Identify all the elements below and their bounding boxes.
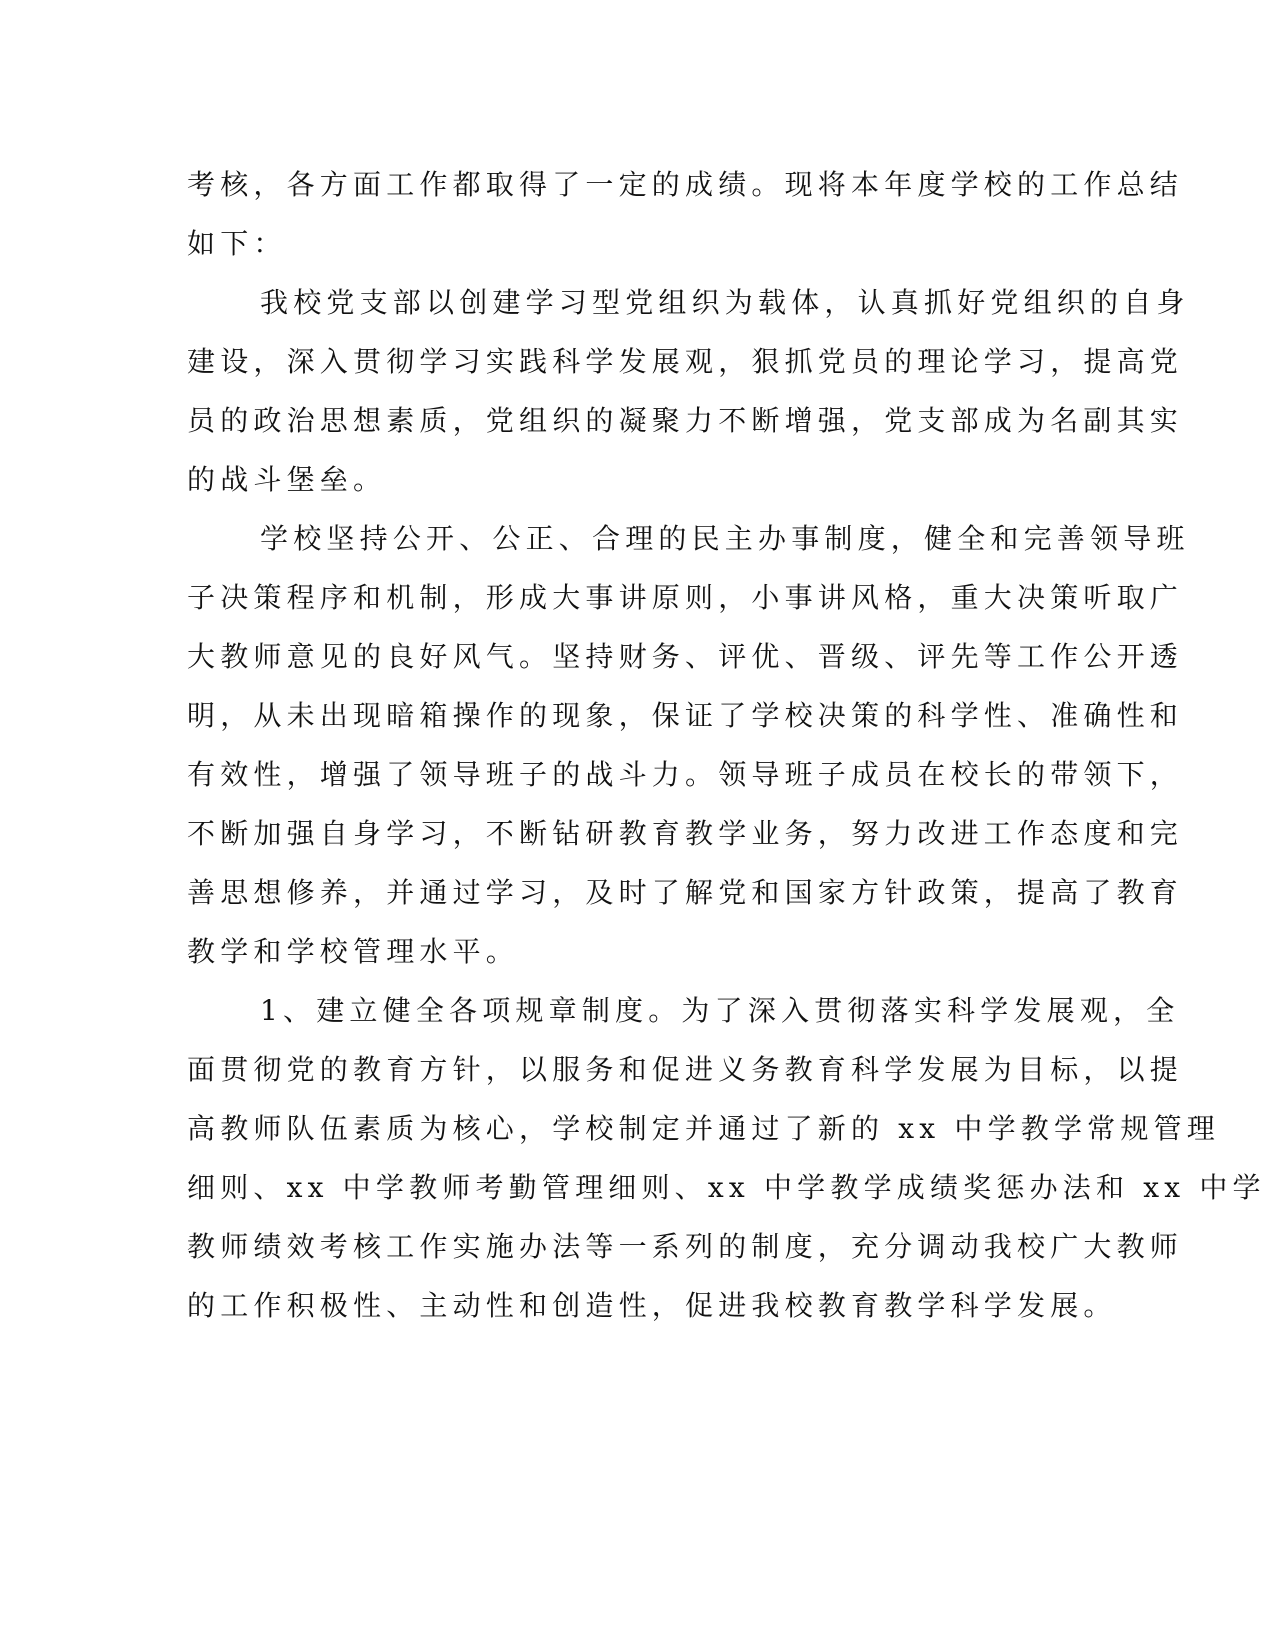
text-line: 细则、xx 中学教师考勤管理细则、xx 中学教学成绩奖惩办法和 xx 中学 (187, 1171, 1266, 1204)
text-line: 我校党支部以创建学习型党组织为载体，认真抓好党组织的自身 (260, 286, 1190, 319)
text-line: 教师绩效考核工作实施办法等一系列的制度，充分调动我校广大教师 (187, 1230, 1184, 1263)
text-line: 有效性，增强了领导班子的战斗力。领导班子成员在校长的带领下， (187, 758, 1184, 791)
text-line: 善思想修养，并通过学习，及时了解党和国家方针政策，提高了教育 (187, 876, 1184, 909)
text-line: 建设，深入贯彻学习实践科学发展观，狠抓党员的理论学习，提高党 (187, 345, 1184, 378)
text-line: 员的政治思想素质，党组织的凝聚力不断增强，党支部成为名副其实 (187, 404, 1184, 437)
text-line: 不断加强自身学习，不断钻研教育教学业务，努力改进工作态度和完 (187, 817, 1184, 850)
text-line: 学校坚持公开、公正、合理的民主办事制度，健全和完善领导班 (260, 522, 1190, 555)
text-line: 面贯彻党的教育方针，以服务和促进义务教育科学发展为目标，以提 (187, 1053, 1184, 1086)
text-line: 的工作积极性、主动性和创造性，促进我校教育教学科学发展。 (187, 1289, 1117, 1322)
text-line: 考核，各方面工作都取得了一定的成绩。现将本年度学校的工作总结 (187, 168, 1184, 201)
text-line: 子决策程序和机制，形成大事讲原则，小事讲风格，重大决策听取广 (187, 581, 1184, 614)
text-line: 如下： (187, 227, 287, 260)
text-line: 教学和学校管理水平。 (187, 935, 520, 968)
text-line: 高教师队伍素质为核心，学校制定并通过了新的 xx 中学教学常规管理 (187, 1112, 1220, 1145)
text-line: 大教师意见的良好风气。坚持财务、评优、晋级、评先等工作公开透 (187, 640, 1184, 673)
document-body (187, 155, 1266, 1335)
text-line: 的战斗堡垒。 (187, 463, 387, 496)
text-line: 明，从未出现暗箱操作的现象，保证了学校决策的科学性、准确性和 (187, 699, 1184, 732)
text-line: 1、建立健全各项规章制度。为了深入贯彻落实科学发展观，全 (260, 994, 1180, 1027)
